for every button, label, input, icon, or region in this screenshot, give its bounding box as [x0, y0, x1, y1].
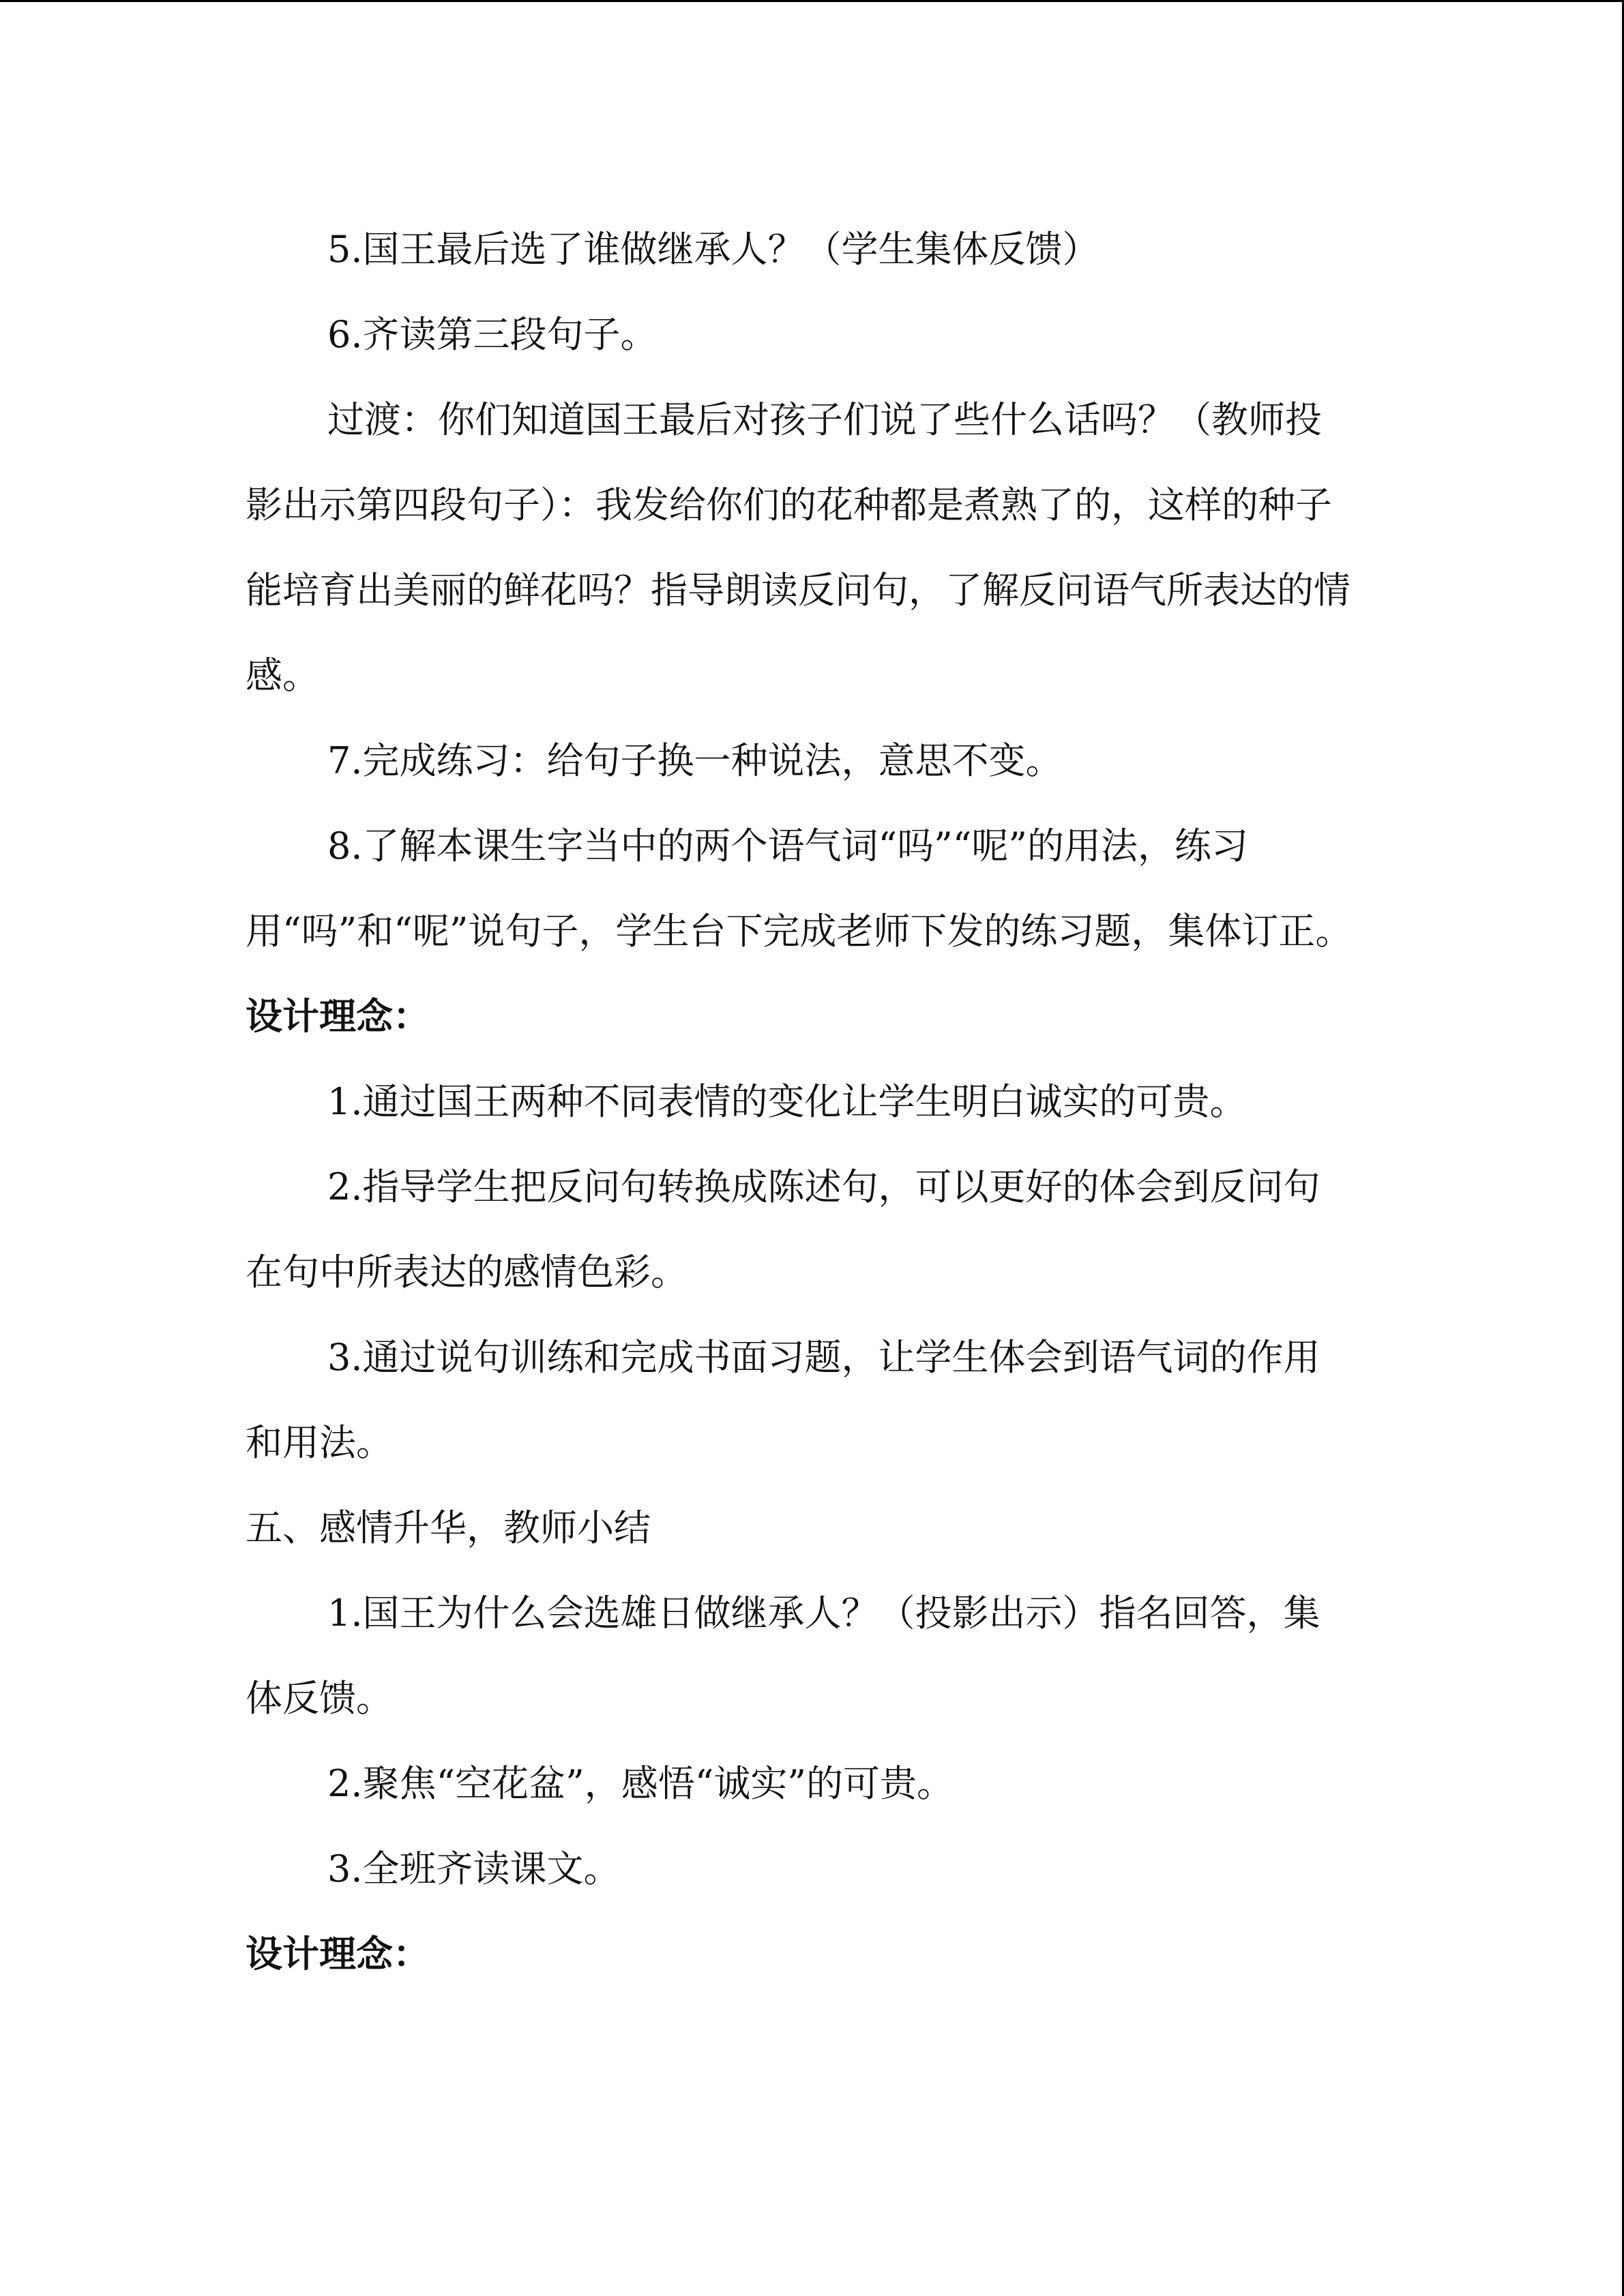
paragraph-step-5: 5.国王最后选了谁做继承人？（学生集体反馈） — [327, 228, 1099, 271]
paragraph-step-8: 8.了解本课生字当中的两个语气词“吗”“呢”的用法，练习用“吗”和“呢”说句子，学生台下完成老师下发的练习题，集体订正。 — [246, 824, 1353, 953]
paragraph-concept-1: 1.通过国王两种不同表情的变化让学生明白诚实的可贵。 — [327, 1080, 1247, 1123]
section-heading-design-concept-2: 设计理念： — [246, 1933, 430, 1976]
paragraph-concept-3: 3.通过说句训练和完成书面习题，让学生体会到语气词的作用和用法。 — [246, 1336, 1320, 1464]
document-body — [246, 207, 1354, 1997]
paragraph-transition: 过渡：你们知道国王最后对孩子们说了些什么话吗？（教师投影出示第四段句子）：我发给你们的花种都是煮熟了的，这样的种子能培育出美丽的鲜花吗？指导朗读反问句，了解反问语气所表达的情感。 — [246, 398, 1350, 697]
paragraph-summary-1: 1.国王为什么会选雄日做继承人？（投影出示）指名回答，集体反馈。 — [246, 1592, 1320, 1720]
paragraph-step-7: 7.完成练习：给句子换一种说法，意思不变。 — [327, 739, 1063, 782]
paragraph-summary-3: 3.全班齐读课文。 — [327, 1847, 621, 1890]
paragraph-summary-2: 2.聚焦“空花盆”，感悟“诚实”的可贵。 — [327, 1762, 954, 1805]
paragraph-step-6: 6.齐读第三段句子。 — [327, 313, 658, 356]
section-heading-design-concept: 设计理念： — [246, 995, 430, 1038]
section-title-part-five: 五、感情升华，教师小结 — [246, 1506, 651, 1549]
paragraph-concept-2: 2.指导学生把反问句转换成陈述句，可以更好的体会到反问句在句中所表达的感情色彩。 — [246, 1165, 1320, 1294]
